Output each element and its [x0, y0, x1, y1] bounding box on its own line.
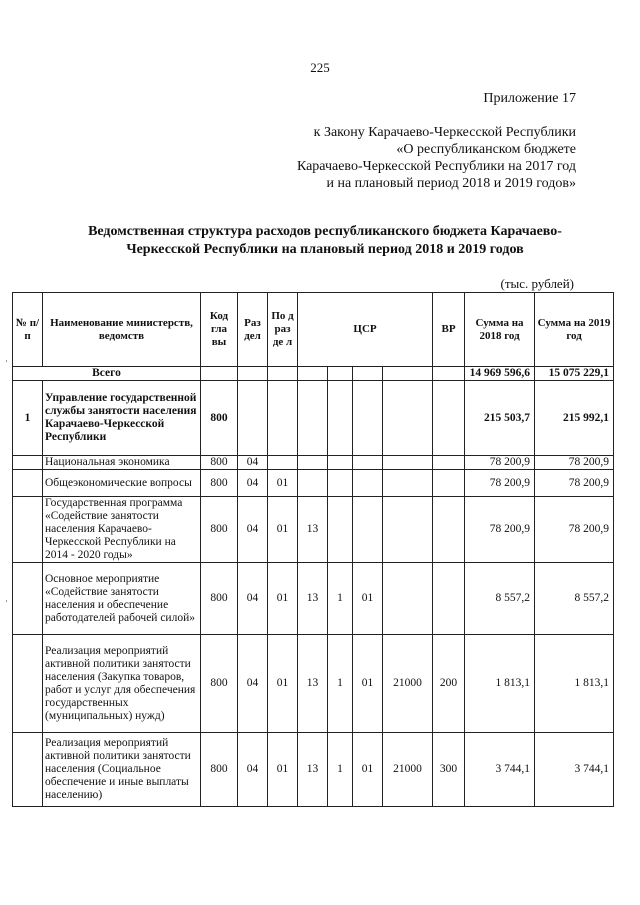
cell-csr4 — [383, 470, 433, 497]
cell-name: Государственная программа «Содействие занятости населения Карачаево-Черкесской Республики на 2014 - 2020 годы» — [43, 497, 201, 563]
header-sum-2019: Сумма на 2019 год — [535, 293, 614, 367]
total-sum-2019: 15 075 229,1 — [535, 367, 614, 381]
cell-section: 04 — [238, 497, 268, 563]
header-code: Код гла вы — [201, 293, 238, 367]
cell-sum2018: 78 200,9 — [465, 497, 535, 563]
cell-subsection: 01 — [268, 497, 298, 563]
document-title — [40, 223, 610, 259]
law-reference-line: к Закону Карачаево-Черкесской Республики — [313, 125, 576, 140]
cell-name: Реализация мероприятий активной политики занятости населения (Закупка товаров, работ и услуг для обеспечения государственных (муниципальных) нужд) — [43, 635, 201, 733]
cell-sum2019: 215 992,1 — [535, 381, 614, 456]
cell-num — [13, 563, 43, 635]
table-row — [13, 635, 614, 733]
cell-csr1: 13 — [298, 635, 328, 733]
cell-csr2: 1 — [328, 733, 353, 807]
cell-csr4: 21000 — [383, 635, 433, 733]
cell-csr3 — [353, 470, 383, 497]
cell-subsection — [268, 381, 298, 456]
cell-sum2019: 3 744,1 — [535, 733, 614, 807]
table-row — [13, 563, 614, 635]
table-row — [13, 470, 614, 497]
cell-vr — [433, 381, 465, 456]
cell-sum2018: 3 744,1 — [465, 733, 535, 807]
cell-sum2018: 78 200,9 — [465, 470, 535, 497]
cell-csr1 — [298, 381, 328, 456]
cell-csr2: 1 — [328, 563, 353, 635]
header-csr: ЦСР — [298, 293, 433, 367]
cell-name: Общеэкономические вопросы — [43, 470, 201, 497]
cell-csr2 — [328, 497, 353, 563]
cell-sum2018: 78 200,9 — [465, 456, 535, 470]
cell-vr — [433, 497, 465, 563]
document-title-line: Ведомственная структура расходов республиканского бюджета Карачаево- — [88, 224, 562, 239]
header-section: Раз дел — [238, 293, 268, 367]
cell-num — [13, 635, 43, 733]
header-subsection: По д раз де л — [268, 293, 298, 367]
cell-name: Управление государственной службы занятости населения Карачаево-Черкесской Республики — [43, 381, 201, 456]
cell-sum2018: 8 557,2 — [465, 563, 535, 635]
header-sum-2018: Сумма на 2018 год — [465, 293, 535, 367]
cell-csr1: 13 — [298, 733, 328, 807]
cell-num — [13, 470, 43, 497]
cell-csr2 — [328, 381, 353, 456]
law-reference-line: и на плановый период 2018 и 2019 годов» — [326, 176, 576, 191]
law-reference-line: «О республиканском бюджете — [396, 142, 576, 157]
cell-csr3: 01 — [353, 635, 383, 733]
cell-num: 1 — [13, 381, 43, 456]
cell-section: 04 — [238, 733, 268, 807]
cell-code: 800 — [201, 497, 238, 563]
cell-vr: 200 — [433, 635, 465, 733]
cell-name: Национальная экономика — [43, 456, 201, 470]
table-row — [13, 381, 614, 456]
cell-vr — [433, 470, 465, 497]
table-row — [13, 497, 614, 563]
cell-csr3 — [353, 456, 383, 470]
cell-sum2019: 1 813,1 — [535, 635, 614, 733]
page-number: 225 — [310, 60, 330, 75]
cell-csr3 — [353, 497, 383, 563]
cell-csr4 — [383, 381, 433, 456]
cell-section: 04 — [238, 456, 268, 470]
table-row — [13, 733, 614, 807]
cell-subsection: 01 — [268, 470, 298, 497]
cell-csr2: 1 — [328, 635, 353, 733]
cell-subsection: 01 — [268, 563, 298, 635]
cell-csr1 — [298, 470, 328, 497]
cell-csr4 — [383, 497, 433, 563]
cell-csr3 — [353, 381, 383, 456]
cell-code: 800 — [201, 635, 238, 733]
cell-vr — [433, 563, 465, 635]
document-title-line: Черкесской Республики на плановый период 2018 и 2019 годов — [126, 242, 524, 257]
cell-subsection: 01 — [268, 635, 298, 733]
cell-csr4 — [383, 563, 433, 635]
cell-code: 800 — [201, 733, 238, 807]
cell-sum2018: 1 813,1 — [465, 635, 535, 733]
cell-sum2019: 78 200,9 — [535, 470, 614, 497]
cell-csr1: 13 — [298, 563, 328, 635]
cell-name: Основное мероприятие «Содействие занятости населения и обеспечение работодателей рабочей силой» — [43, 563, 201, 635]
cell-num — [13, 733, 43, 807]
expenditure-table — [12, 292, 614, 807]
cell-code: 800 — [201, 381, 238, 456]
cell-name: Реализация мероприятий активной политики занятости населения (Социальное обеспечение и иные выплаты населению) — [43, 733, 201, 807]
total-row — [13, 367, 614, 381]
total-label: Всего — [13, 367, 201, 381]
cell-csr1: 13 — [298, 497, 328, 563]
cell-csr2 — [328, 470, 353, 497]
cell-num — [13, 456, 43, 470]
appendix-label: Приложение 17 — [483, 91, 576, 106]
cell-num — [13, 497, 43, 563]
cell-section: 04 — [238, 470, 268, 497]
cell-sum2019: 78 200,9 — [535, 456, 614, 470]
cell-section: 04 — [238, 563, 268, 635]
cell-section — [238, 381, 268, 456]
cell-sum2019: 78 200,9 — [535, 497, 614, 563]
cell-csr3: 01 — [353, 733, 383, 807]
scan-artifact — [6, 360, 7, 362]
cell-csr2 — [328, 456, 353, 470]
cell-sum2019: 8 557,2 — [535, 563, 614, 635]
law-reference-line: Карачаево-Черкесской Республики на 2017 год — [296, 159, 576, 174]
cell-code: 800 — [201, 470, 238, 497]
cell-subsection: 01 — [268, 733, 298, 807]
law-reference — [297, 124, 576, 192]
total-sum-2018: 14 969 596,6 — [465, 367, 535, 381]
cell-csr1 — [298, 456, 328, 470]
cell-subsection — [268, 456, 298, 470]
cell-code: 800 — [201, 456, 238, 470]
cell-csr3: 01 — [353, 563, 383, 635]
cell-csr4 — [383, 456, 433, 470]
cell-vr: 300 — [433, 733, 465, 807]
cell-code: 800 — [201, 563, 238, 635]
cell-section: 04 — [238, 635, 268, 733]
cell-csr4: 21000 — [383, 733, 433, 807]
header-num: № п/п — [13, 293, 43, 367]
cell-sum2018: 215 503,7 — [465, 381, 535, 456]
header-name: Наименование министерств, ведомств — [43, 293, 201, 367]
header-vr: ВР — [433, 293, 465, 367]
table-row — [13, 456, 614, 470]
table-header-row — [13, 293, 614, 367]
scan-artifact — [6, 600, 7, 602]
cell-vr — [433, 456, 465, 470]
units-label: (тыс. рублей) — [500, 276, 574, 291]
